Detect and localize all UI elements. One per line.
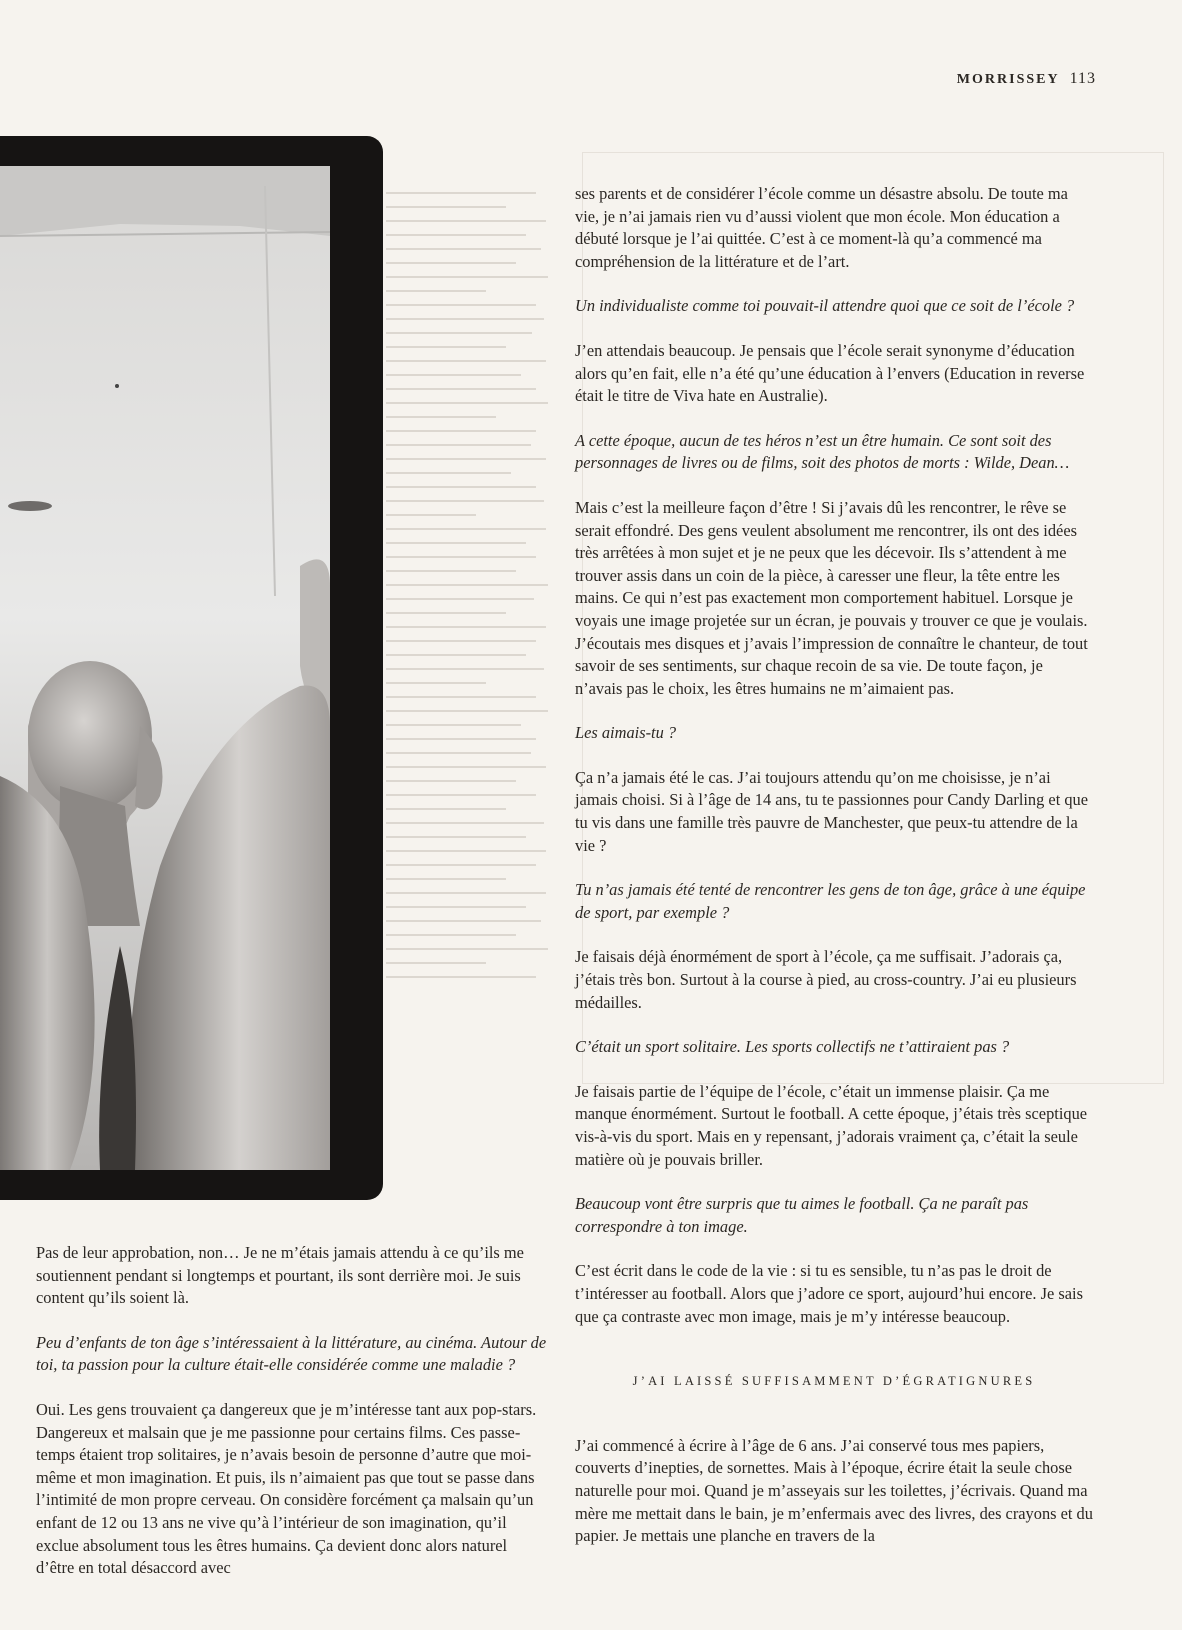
answer-paragraph: Mais c’est la meilleure façon d’être ! Si j’avais dû les rencontrer, le rêve se serait effondré. Des gens veulent absolument me rencontrer, ils ont des idées très arrêtées à mon sujet et je ne peux que les décevoir. Ils s’attendent à me trouver assis dans un coin de la pièce, à caresser une fleur, la tête entre les mains. Ce qui n’est pas exactement mon comportement habituel. Lorsque je voyais une image projetée sur un écran, je pouvais y trouver ce que je voulais. J’écoutais mes disques et j’avais l’impression de connaître le chanteur, de tout savoir de ses sentiments, sur chaque recoin de sa vie. De toute façon, je n’avais pas le choix, les êtres humains ne m’aimaient pas. — [575, 497, 1088, 698]
question-paragraph: Peu d’enfants de ton âge s’intéressaient à la littérature, au cinéma. Autour de toi, ta passion pour la culture était-elle considérée comme une maladie ? — [36, 1332, 547, 1375]
mannequin-photo-image — [0, 166, 330, 1170]
question-paragraph: Beaucoup vont être surpris que tu aimes le football. Ça ne paraît pas correspondre à ton image. — [575, 1194, 1029, 1236]
right-column — [575, 183, 1093, 1570]
question-paragraph: A cette époque, aucun de tes héros n’est un être humain. Ce sont soit des personnages de livres ou de films, soit des photos de morts : Wilde, Dean… — [575, 430, 1070, 473]
answer-paragraph: Je faisais partie de l’équipe de l’école, c’était un immense plaisir. Ça me manque énormément. Surtout le football. A cette époque, j’étais très sceptique vis-à-vis du sport. Mais en y repensant, j’adorais vraiment ça, c’était la seule matière où je pouvais briller. — [575, 1081, 1088, 1169]
answer-paragraph: Ça n’a jamais été le cas. J’ai toujours attendu qu’on me choisisse, je n’ai jamais choisi. Si à l’âge de 14 ans, tu te passionnes pour Candy Darling et que tu vis dans une famille très pauvre de Manchester, que peux-tu attendre de la vie ? — [575, 767, 1089, 855]
page-number: 113 — [1069, 70, 1096, 87]
answer-paragraph: J’en attendais beaucoup. Je pensais que l’école serait synonyme d’éducation alors qu’en fait, elle n’a été qu’une éducation à l’envers (Education in reverse était le titre de Viva hate en Australie). — [575, 340, 1085, 406]
answer-paragraph: Je faisais déjà énormément de sport à l’école, ça me suffisait. J’adorais ça, j’étais très bon. Surtout à la course à pied, au cross-country. J’ai eu plusieurs médailles. — [575, 947, 1077, 1012]
question-paragraph: Un individualiste comme toi pouvait-il attendre quoi que ce soit de l’école ? — [575, 296, 1075, 316]
section-subhead: J’AI LAISSÉ SUFFISAMMENT D’ÉGRATIGNURES — [632, 1374, 1036, 1389]
answer-paragraph: ses parents et de considérer l’école comme un désastre absolu. De toute ma vie, je n’ai jamais rien vu d’aussi violent que mon école. Mon éducation a débuté lorsque je l’ai quittée. C’est à ce moment-là qu’a commencé ma compréhension de la littérature et de l’art. — [575, 184, 1068, 271]
author-name: MORRISSEY — [956, 72, 1060, 87]
question-paragraph: Les aimais-tu ? — [575, 723, 677, 743]
answer-paragraph: Oui. Les gens trouvaient ça dangereux que je m’intéresse tant aux pop-stars. Dangereux et malsain que je me passionne pour certains films. Ces passe-temps étaient trop solitaires, je n’avais besoin de personne d’autre que moi-même et mon imagination. Et puis, ils n’aimaient pas que tout se passe dans l’intimité de mon propre cerveau. On considère forcément ça malsain qu’un enfant de 12 ou 13 ans ne vive qu’à l’intérieur de son imagination, qu’il exclue absolument tous les êtres humains. Ça devient donc alors naturel d’être en total désaccord avec — [36, 1399, 537, 1578]
answer-paragraph: C’est écrit dans le code de la vie : si tu es sensible, tu n’as pas le droit de t’intéresser au football. Alors que j’adore ce sport, aujourd’hui encore. Je sais que ça contraste avec mon image, mais je m’y intéresse beaucoup. — [575, 1261, 1083, 1326]
answer-paragraph: Pas de leur approbation, non… Je ne m’étais jamais attendu à ce qu’ils me soutiennent pendant si longtemps et pourtant, ils sont derrière moi. Je suis content qu’ils soient là. — [36, 1243, 524, 1308]
answer-paragraph: J’ai commencé à écrire à l’âge de 6 ans. J’ai conservé tous mes papiers, couverts d’inepties, de sornettes. Mais à l’époque, écrire était la seule chose naturelle pour moi. Quand je m’asseyais sur les toilettes, j’écrivais. Quand ma mère me mettait dans le bain, je m’enfermais avec des livres, des crayons et du papier. Je mettais une planche en travers de la — [575, 1435, 1093, 1546]
question-paragraph: C’était un sport solitaire. Les sports collectifs ne t’attiraient pas ? — [575, 1037, 1010, 1057]
running-head — [957, 70, 1096, 88]
left-column — [36, 1242, 548, 1602]
mannequin-photo — [0, 136, 383, 1200]
question-paragraph: Tu n’as jamais été tenté de rencontrer les gens de ton âge, grâce à une équipe de sport, par exemple ? — [575, 880, 1086, 922]
